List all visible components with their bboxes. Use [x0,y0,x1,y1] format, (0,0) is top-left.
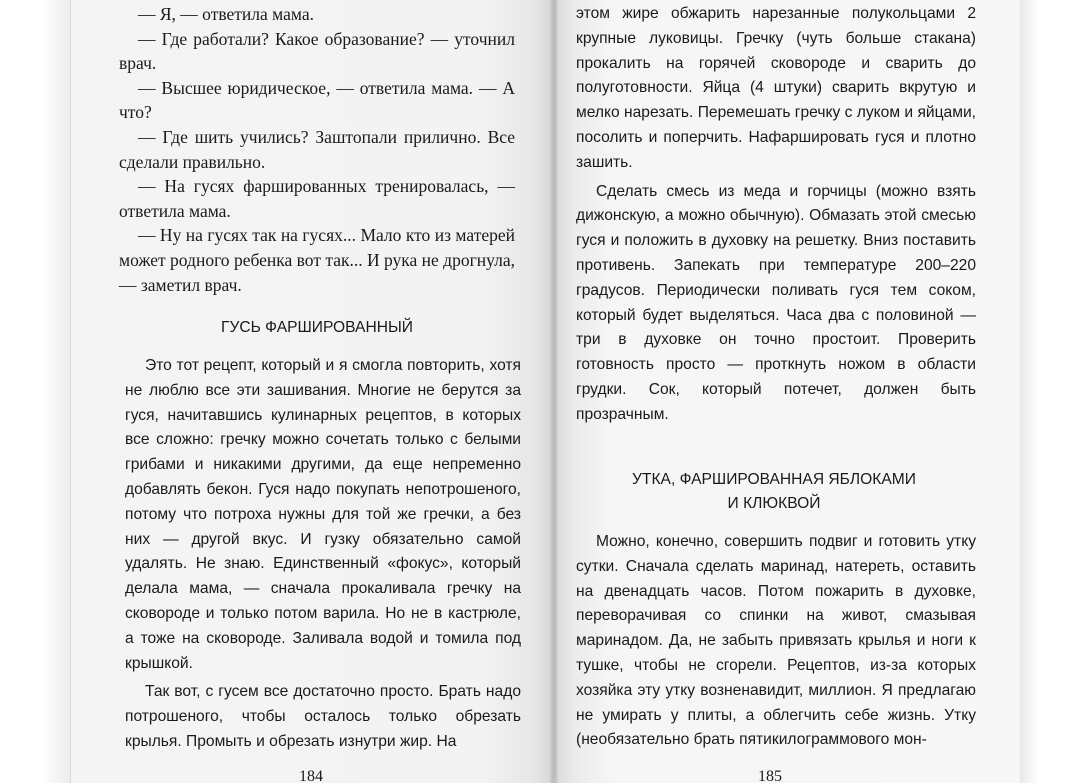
recipe-paragraph: Так вот, с гусем все достаточно просто. Брать надо потрошеного, чтобы осталось только обрезать крылья. Промыть и обрезать изнутри жир. На [125,683,521,750]
dialogue-block [119,2,515,297]
recipe-paragraph: Это тот рецепт, который и я смогла повторить, хотя не люблю все эти зашивания. Многие не берутся за гуся, начитавшись кулинарных рецептов, в которых все сложно: гречку можно сочетать только с белыми грибами и никакими другими, да еще непременно добавлять бекон. Гуся надо покупать непотрошеного, потому что потроха нужны для той же гречки, а без них — другой вкус. И гузку обязательно самой удалять. Не знаю. Единственный «фокус», который делала мама, — сначала прокаливала гречку на сковороде и только потом варила. Но не в кастрюле, а тоже на сковороде. Заливала водой и томила под крышкой. [125,357,521,672]
recipe-body-continued [576,2,976,428]
dialogue-line: — Где работали? Какое образование? — уточнил врач. [119,28,515,74]
recipe-title-line: И КЛЮКВОЙ [727,495,821,512]
dialogue-line: — На гусях фаршированных тренировалась, — ответила мама. [119,176,515,221]
recipe-body [125,354,521,755]
scan-margin-right [1020,0,1080,783]
recipe-paragraph: Можно, конечно, совершить подвиг и готовить утку сутки. Сначала сделать маринад, натереть, оставить на двенадцать часов. Потом пожарить в духовке, переворачивая со спинки на живот, смазывая маринадом. Да, не забыть привязать крылья и ноги к тушке, чтобы не сгорели. Рецептов, из-за которых хозяйка эту утку возненавидит, миллион. Я предлагаю не умирать у плиты, а облегчить себе жизнь. Утку (необязательно брать пятикилограммового мон- [576,533,976,749]
recipe-paragraph: этом жире обжарить нарезанные полукольцами 2 крупные луковицы. Гречку (чуть больше стакана) прокалить на горячей сковороде и сварить до полуготовности. Яйца (4 штуки) сварить вкрутую и мелко нарезать. Перемешать гречку с луком и яйцами, посолить и поперчить. Нафаршировать гуся и плотно зашить. [576,5,976,171]
page-number: 184 [299,768,323,783]
dialogue-line: — Я, — ответила мама. [138,4,314,24]
recipe-body [576,530,976,753]
recipe-title-line: УТКА, ФАРШИРОВАННАЯ ЯБЛОКАМИ [632,471,916,488]
dialogue-line: — Где шить учились? Заштопали прилично. Все сделали правильно. [119,126,515,172]
book-gutter [550,0,558,783]
dialogue-line: — Высшее юридическое, — ответила мама. — А что? [119,77,515,123]
scan-margin-left [0,0,70,783]
right-page [558,0,1020,783]
recipe-heading [117,316,517,340]
recipe-paragraph: Сделать смесь из меда и горчицы (можно взять дижонскую, а можно обычную). Обмазать этой смесью гуся и положить в духовку на решетку. Вниз поставить противень. Запекать при температуре 200–220 градусов. Периодически поливать гуся тем соком, который будет выделяться. Часа два с половиной — три в духовке он точно простоит. Проверить готовность просто — проткнуть ножом в области грудки. Сок, который потечет, должен быть прозрачным. [576,182,976,423]
page-number: 185 [758,768,782,783]
recipe-title: ГУСЬ ФАРШИРОВАННЫЙ [221,319,413,336]
left-page [70,0,550,783]
dialogue-line: — Ну на гусях так на гусях... Мало кто из матерей может родного ребенка вот так... И рука не дрогнула, — заметил врач. [119,225,515,295]
recipe-heading [570,468,978,516]
